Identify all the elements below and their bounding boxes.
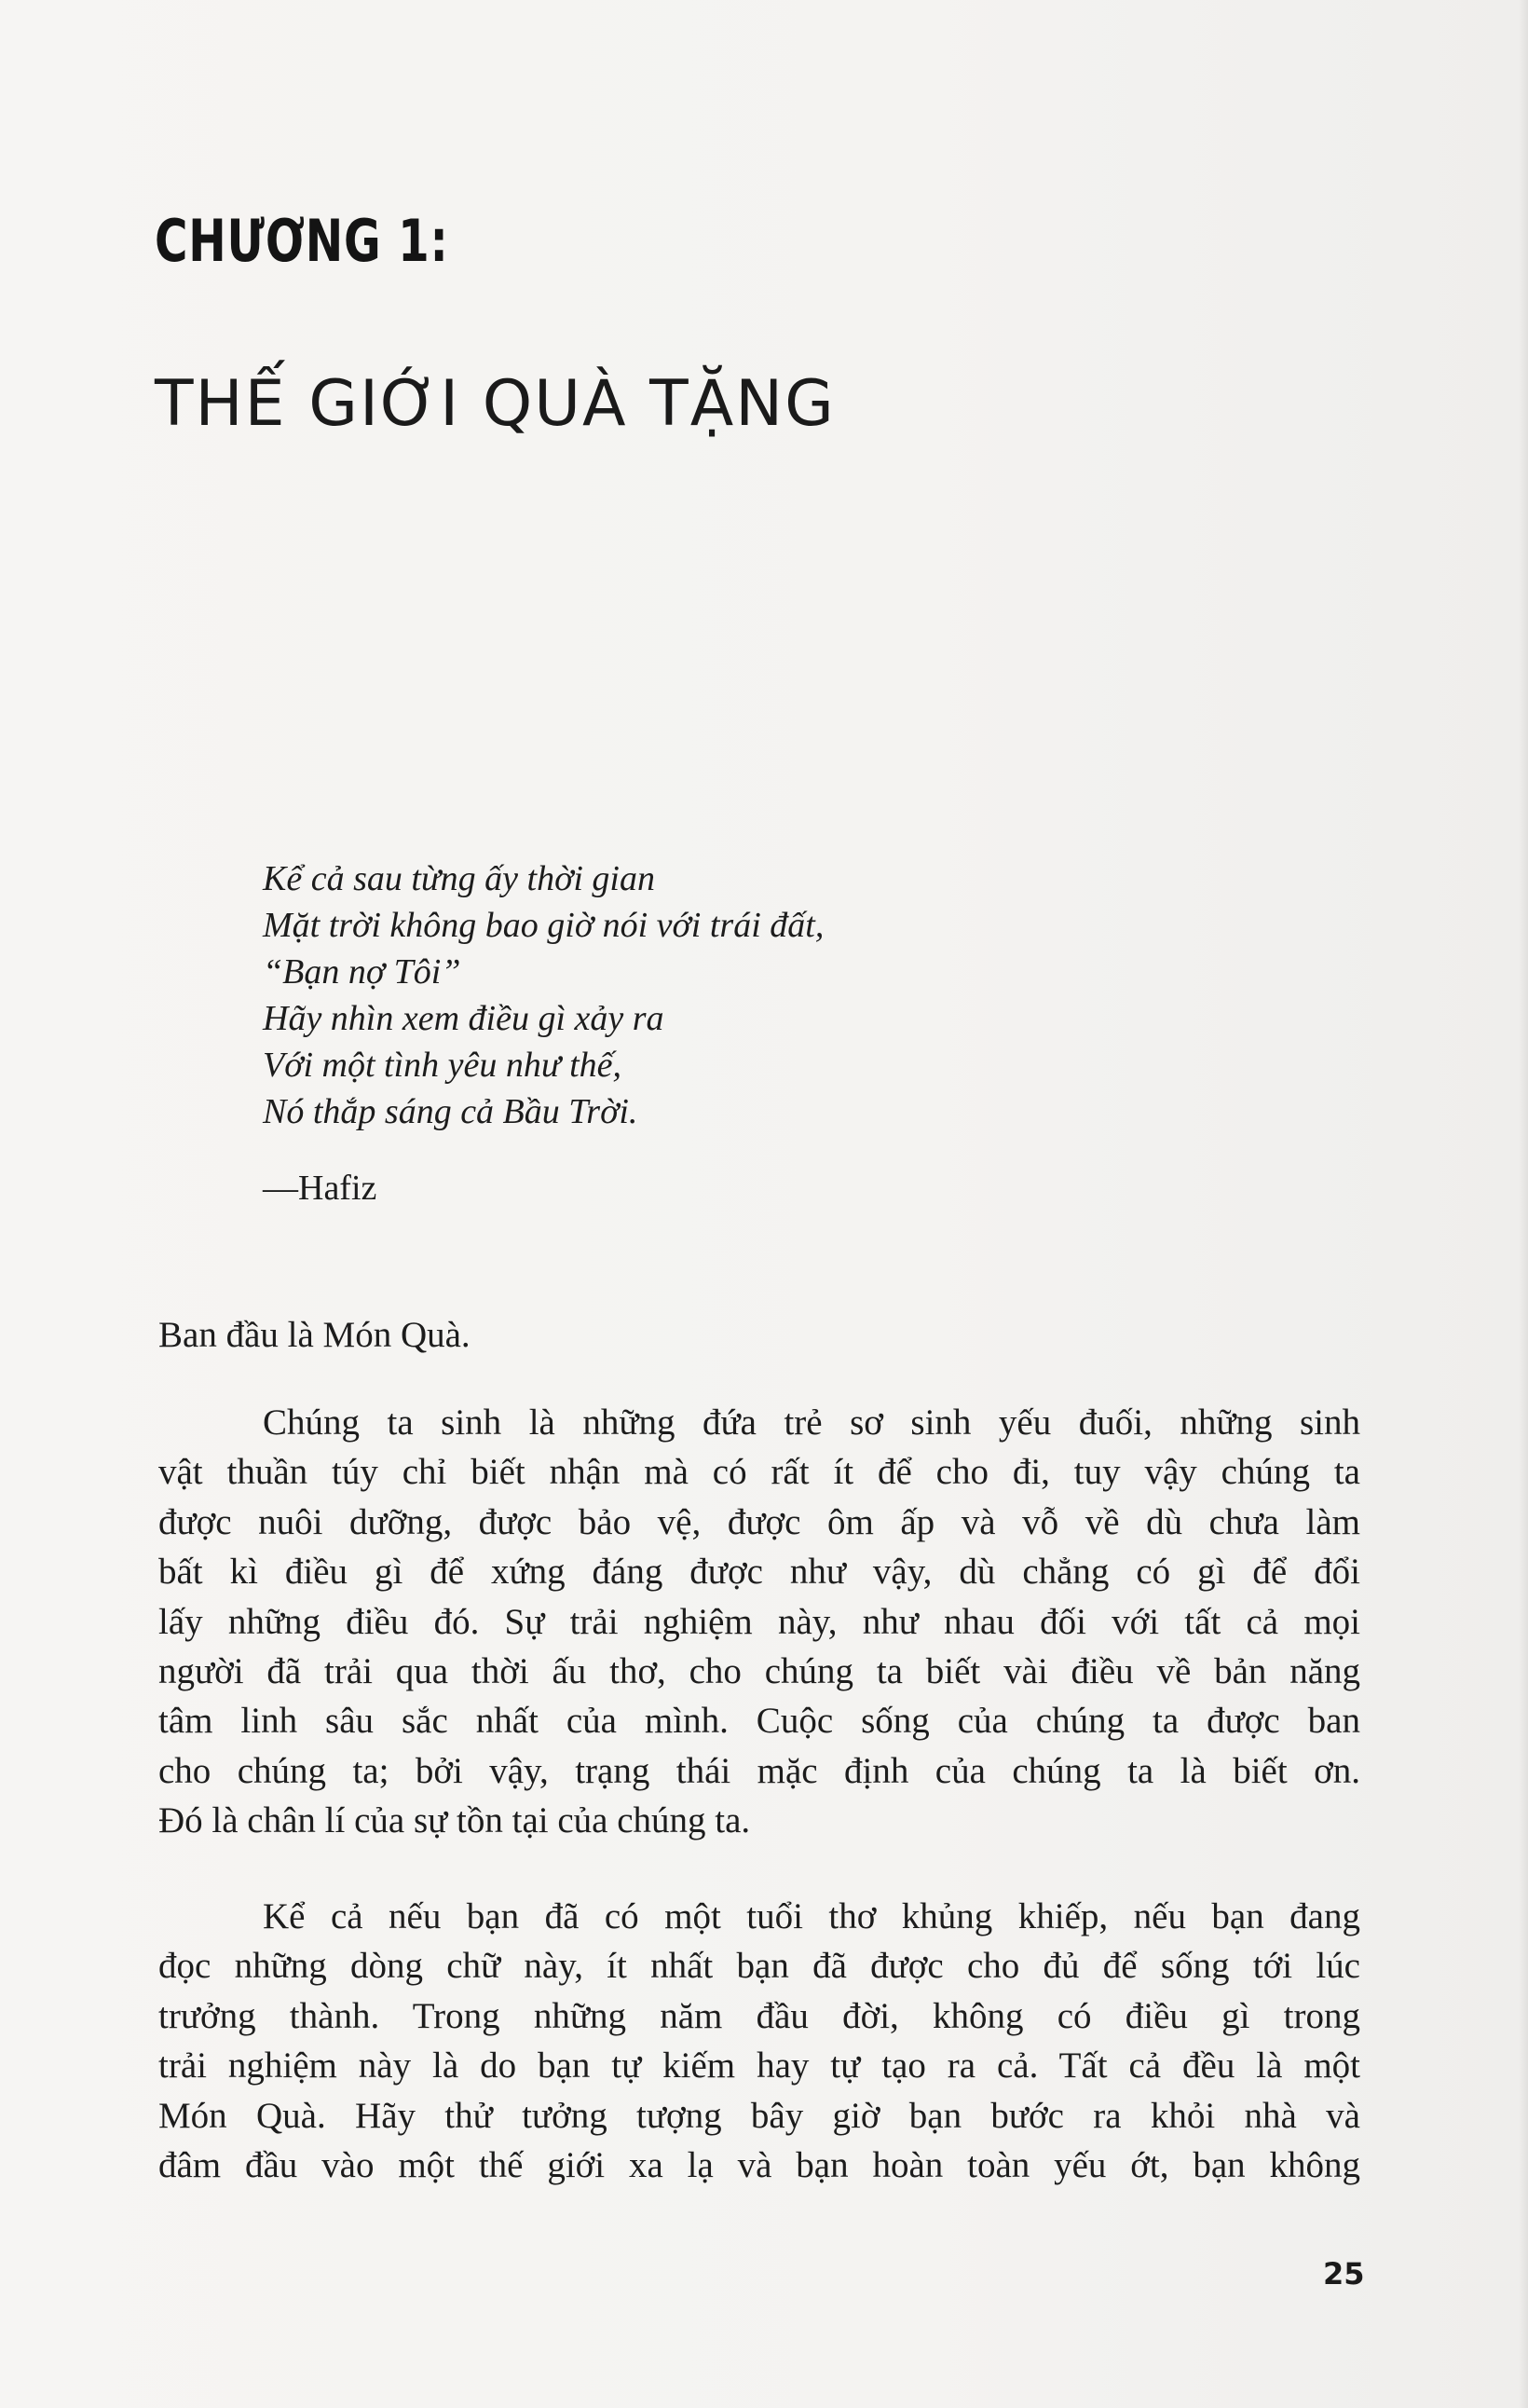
text-line: bất kì điều gì để xứng đáng được như vậy, dù chẳng có gì để đổi bbox=[158, 1552, 1360, 1593]
paragraph-2 bbox=[158, 1892, 1360, 2190]
page-number: 25 bbox=[1323, 2256, 1365, 2292]
epigraph-poem bbox=[263, 855, 824, 1135]
text-line: lấy những điều đó. Sự trải nghiệm này, như nhau đối với tất cả mọi bbox=[158, 1601, 1360, 1642]
text-line: Ban đầu là Món Quà. bbox=[158, 1315, 471, 1355]
text-line: tâm linh sâu sắc nhất của mình. Cuộc sống của chúng ta được ban bbox=[158, 1701, 1360, 1742]
epigraph-line: Hãy nhìn xem điều gì xảy ra bbox=[263, 999, 664, 1038]
text-line: người đã trải qua thời ấu thơ, cho chúng ta biết vài điều về bản năng bbox=[158, 1650, 1360, 1691]
text-line: Đó là chân lí của sự tồn tại của chúng ta. bbox=[158, 1800, 751, 1841]
epigraph-line: Nó thắp sáng cả Bầu Trời. bbox=[263, 1092, 638, 1131]
paragraph-1 bbox=[158, 1398, 1360, 1846]
text-line: được nuôi dưỡng, được bảo vệ, được ôm ấp và vỗ về dù chưa làm bbox=[158, 1501, 1360, 1542]
text-line: trải nghiệm này là do bạn tự kiếm hay tự tạo ra cả. Tất cả đều là một bbox=[158, 2045, 1360, 2086]
text-line: đọc những dòng chữ này, ít nhất bạn đã được cho đủ để sống tới lúc bbox=[158, 1946, 1360, 1987]
text-line: Kể cả nếu bạn đã có một tuổi thơ khủng khiếp, nếu bạn đang bbox=[263, 1896, 1360, 1936]
epigraph-line: Kể cả sau từng ấy thời gian bbox=[263, 859, 655, 898]
text-line: trưởng thành. Trong những năm đầu đời, không có điều gì trong bbox=[158, 1995, 1360, 2036]
text-line: vật thuần túy chỉ biết nhận mà có rất ít để cho đi, tuy vậy chúng ta bbox=[158, 1452, 1360, 1493]
text-line: Món Quà. Hãy thử tưởng tượng bây giờ bạn bước ra khỏi nhà và bbox=[158, 2095, 1360, 2136]
epigraph-line: Mặt trời không bao giờ nói với trái đất, bbox=[263, 906, 825, 945]
page-edge-shadow bbox=[1519, 0, 1528, 2408]
epigraph-author: —Hafiz bbox=[263, 1169, 377, 1208]
text-line: cho chúng ta; bởi vậy, trạng thái mặc định của chúng ta là biết ơn. bbox=[158, 1750, 1360, 1791]
epigraph-line: Với một tình yêu như thế, bbox=[263, 1046, 622, 1085]
chapter-label: CHƯƠNG 1: bbox=[155, 207, 449, 275]
epigraph-line: “Bạn nợ Tôi” bbox=[263, 952, 461, 992]
chapter-title: THẾ GIỚI QUÀ TẶNG bbox=[155, 367, 836, 441]
text-line: Chúng ta sinh là những đứa trẻ sơ sinh yếu đuối, những sinh bbox=[263, 1402, 1360, 1443]
intro-paragraph bbox=[158, 1310, 1360, 1360]
text-line: đâm đầu vào một thế giới xa lạ và bạn hoàn toàn yếu ớt, bạn không bbox=[158, 2144, 1360, 2185]
